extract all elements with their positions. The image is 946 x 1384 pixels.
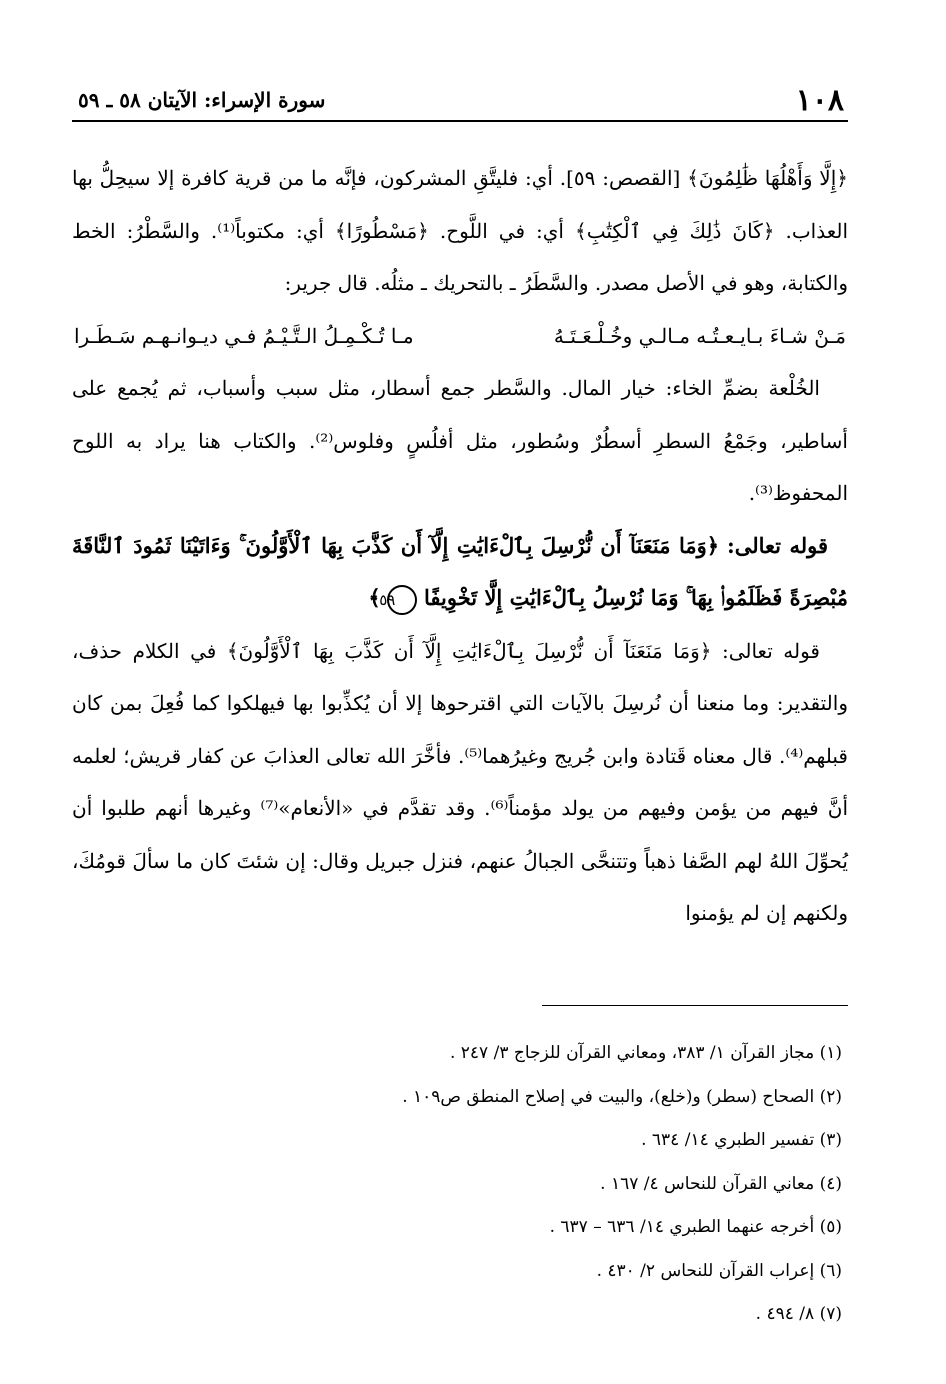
footnote-divider — [542, 1005, 848, 1006]
verse-number-marker: ٥٩ — [387, 585, 417, 615]
poem-first-hemistich: مَـنْ شـاءَ بـايـعـتُـه مـالـي وخُـلْـعَـتَـهُ — [553, 323, 846, 348]
footnote-4: (٤) معاني القرآن للنحاس ٤/ ١٦٧ . — [600, 1173, 842, 1194]
quran-verse-text: ﴿وَمَا مَنَعَنَآ أَن نُّرْسِلَ بِٱلْءَايَٰتِ إِلَّآ أَن كَذَّبَ بِهَا ٱلْأَوَّلُونَ ۚ وَءَاتَيْنَا ثَمُودَ ٱلنَّاقَةَ مُبْصِرَةً فَظَلَمُوا۟ بِهَا ۚ وَمَا نُرْسِلُ بِٱلْءَايَٰتِ إِلَّا تَخْوِيفًا — [72, 532, 848, 610]
main-text — [72, 152, 848, 940]
footnote-1: (١) مجاز القرآن ١/ ٣٨٣، ومعاني القرآن للزجاج ٣/ ٢٤٧ . — [449, 1043, 842, 1063]
quran-verse-block — [72, 520, 848, 625]
verse-label: قوله تعالى: — [726, 532, 828, 558]
footnote-5: (٥) أخرجه عنهما الطبري ١٤/ ٦٣٦ – ٦٣٧ . — [549, 1217, 842, 1237]
verse-closing-bracket: ﴾ — [368, 585, 381, 610]
paragraph-commentary-3: قوله تعالى: ﴿وَمَا مَنَعَنَآ أَن نُّرْسِلَ بِٱلْءَايَٰتِ إِلَّآ أَن كَذَّبَ بِهَا ٱلْأَوَّلُونَ﴾ في الكلام حذف، والتقدير: وما منعنا أن نُرسِلَ بالآيات التي اقترحوها إلا أن يُكذِّبوا بها فيهلكوا كما فُعِلَ بمن كان قبلهم⁽⁴⁾. قال معناه قَتادة وابن جُريج وغيرُهما⁽⁵⁾. فأخَّرَ الله تعالى العذابَ عن كفار قريش؛ لعلمه أنَّ فيهم من يؤمن وفيهم من يولد مؤمناً⁽⁶⁾. وقد تقدَّم في «الأنعام»⁽⁷⁾ وغيرها أنهم طلبوا أن يُحوِّلَ اللهُ لهم الصَّفا ذهباً وتتنحَّى الجبالُ عنهم، فنزل جبريل وقال: إن شئتَ كان ما سألَ قومُكَ، ولكنهم إن لم يؤمنوا — [72, 638, 849, 925]
footnote-3: (٣) تفسير الطبري ١٤/ ٦٣٤ . — [641, 1130, 842, 1150]
page-number: ١٠٨ — [795, 83, 844, 118]
page-header — [72, 80, 848, 122]
running-title: سورة الإسراء: الآيتان ٥٨ ـ ٥٩ — [78, 88, 326, 112]
poem-second-hemistich: مـا تُـكْـمِـلُ الـتَّـيْـمُ فـي ديـوانـهـم سَـطَـرا — [74, 323, 414, 348]
footnotes — [142, 1032, 842, 1337]
paragraph-commentary-2: الخُلْعة بضمِّ الخاء: خيار المال. والسَّطر جمع أسطار، مثل سبب وأسباب، ثم يُجمع على أساطير، وجَمْعُ السطرِ أسطُرٌ وسُطور، مثل أفلُسٍ وفلوس⁽²⁾. والكتاب هنا يراد به اللوح المحفوظ⁽³⁾. — [72, 376, 848, 505]
footnote-7: (٧) ٨/ ٤٩٤ . — [755, 1304, 842, 1324]
footnote-2: (٢) الصحاح (سطر) و(خلع)، والبيت في إصلاح المنطق ص١٠٩ . — [402, 1086, 842, 1107]
footnote-6: (٦) إعراب القرآن للنحاس ٢/ ٤٣٠ . — [596, 1260, 842, 1281]
paragraph-commentary-1: ﴿إِلَّا وَأَهْلُهَا ظَٰلِمُونَ﴾ [القصص: ٥٩]. أي: فليتَّقِ المشركون، فإنَّه ما من قرية كافرة إلا سيحِلُّ بها العذاب. ﴿كَانَ ذَٰلِكَ فِي ٱلْكِتَٰبِ﴾ أي: في اللَّوح. ﴿مَسْطُورًا﴾ أي: مكتوباً⁽¹⁾. والسَّطْرُ: الخط والكتابة، وهو في الأصل مصدر. والسَّطَرُ ـ بالتحريك ـ مثلُه. قال جرير: — [72, 166, 849, 295]
poem-verse — [72, 310, 848, 363]
